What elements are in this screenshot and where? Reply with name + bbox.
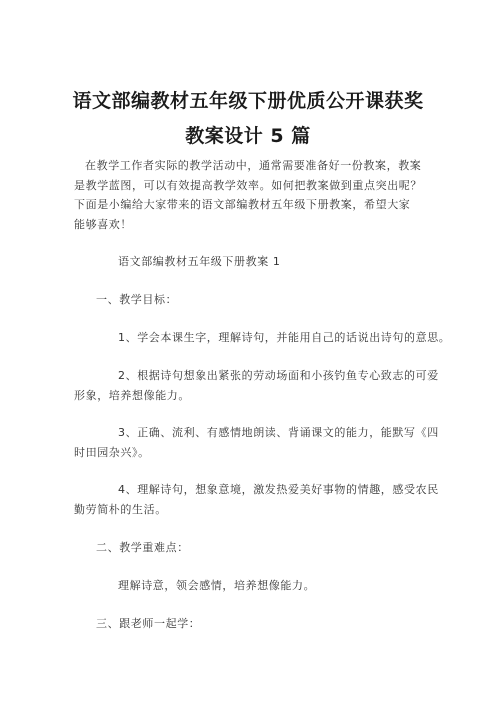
intro-line-3: 下面是小编给大家带来的语文部编教材五年级下册教案，希望大家: [74, 198, 411, 211]
intro-paragraph: [74, 156, 422, 234]
intro-line-2: 是教学蓝图，可以有效提高教学效率。如何把教案做到重点突出呢？: [74, 178, 422, 192]
section-title: 语文部编教材五年级下册教案 1: [118, 255, 281, 268]
objective-4-line-2: 勤劳简朴的生活。: [74, 502, 167, 516]
objective-4: [74, 480, 439, 519]
document-title-line-1: 语文部编教材五年级下册优质公开课获奖: [72, 90, 424, 112]
heading-objectives: 一、教学目标：: [96, 293, 178, 306]
objective-2-line-2: 形象，培养想像能力。: [74, 388, 190, 402]
intro-line-1: 在教学工作者实际的教学活动中，通常需要准备好一份教案，教案: [85, 159, 422, 172]
heading-key-points: 二、教学重难点：: [96, 541, 189, 554]
document-title-line-2: 教案设计 5 篇: [185, 125, 311, 147]
objective-3: [74, 423, 439, 462]
objective-1: 1、学会本课生字，理解诗句，并能用自己的话说出诗句的意思。: [118, 331, 451, 344]
key-points-text: 理解诗意，领会感情，培养想像能力。: [118, 579, 316, 592]
objective-2: [74, 366, 439, 405]
objective-4-line-1: 4、理解诗句，想象意境，激发热爱美好事物的情趣，感受农民: [118, 483, 439, 496]
objective-2-line-1: 2、根据诗句想象出紧张的劳动场面和小孩钓鱼专心致志的可爱: [118, 369, 439, 382]
objective-3-line-1: 3、正确、流利、有感情地朗读、背诵课文的能力，能默写《四: [118, 426, 439, 439]
heading-learn-with-teacher: 三、跟老师一起学：: [96, 617, 201, 630]
objective-3-line-2: 时田园杂兴》。: [74, 445, 150, 459]
intro-line-4: 能够喜欢！: [74, 217, 132, 231]
